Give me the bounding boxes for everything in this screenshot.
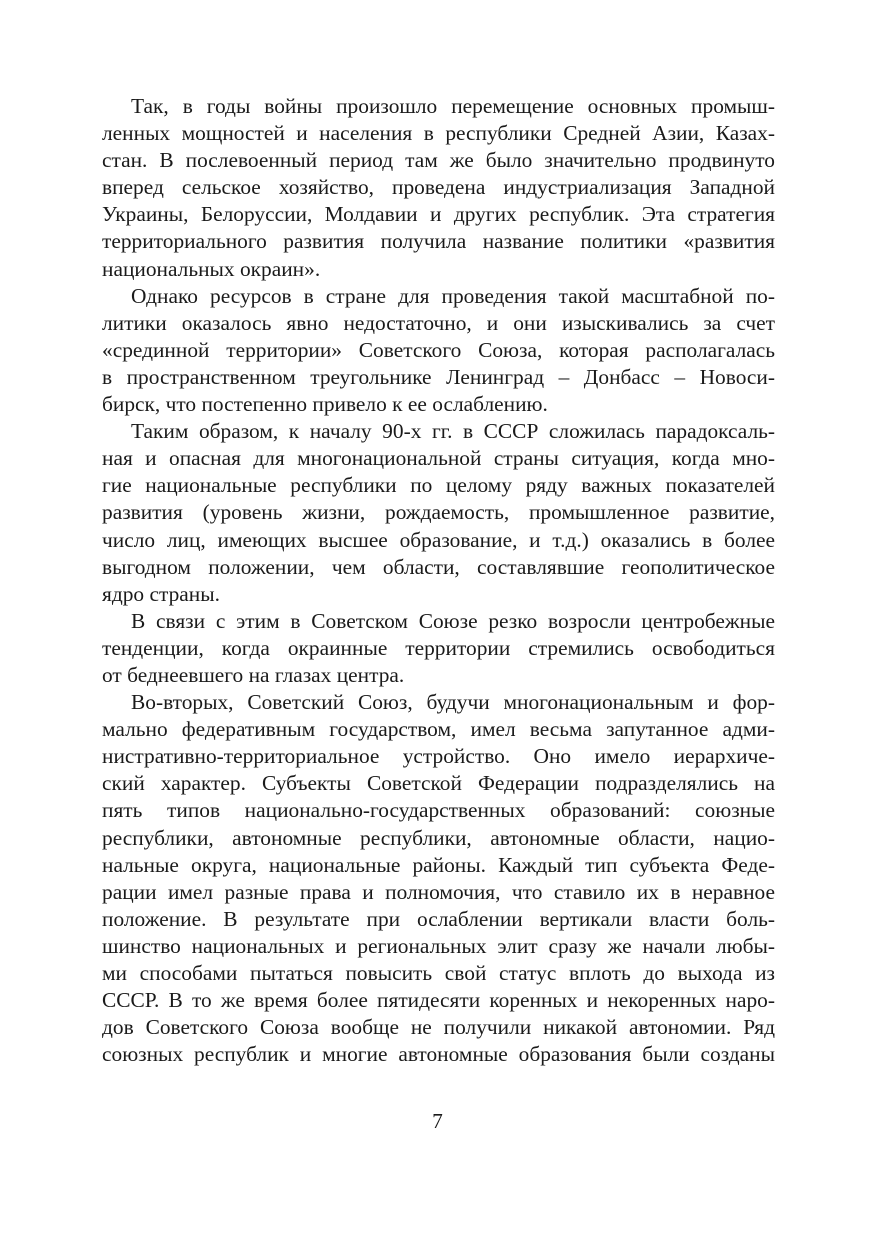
text-line: мально федеративным государством, имел весьма запутанное адми- — [102, 717, 775, 742]
text-line: положение. В результате при ослаблении вертикали власти боль- — [102, 906, 775, 931]
text-line: число лиц, имеющих высшее образование, и т.д.) оказались в более — [102, 527, 775, 552]
text-line: ная и опасная для многонациональной страны ситуация, когда мно- — [102, 446, 775, 471]
paragraph — [102, 283, 775, 418]
text-line: бирск, что постепенно привело к ее ослаблению. — [102, 392, 548, 417]
text-line: развития (уровень жизни, рождаемость, промышленное развитие, — [102, 500, 775, 525]
text-line: литики оказалось явно недостаточно, и они изыскивались за счет — [102, 310, 775, 335]
body-text — [102, 93, 775, 1068]
text-line: «срединной территории» Советского Союза, которая располагалась — [102, 337, 775, 362]
text-line: Украины, Белоруссии, Молдавии и других республик. Эта стратегия — [102, 202, 775, 227]
text-line: ми способами пытаться повысить свой статус вплоть до выхода из — [102, 961, 775, 985]
text-line: дов Советского Союза вообще не получили никакой автономии. Ряд — [102, 1015, 775, 1040]
text-line: нистративно-территориальное устройство. Оно имело иерархиче- — [102, 744, 775, 769]
paragraph — [102, 418, 775, 608]
text-line: Во-вторых, Советский Союз, будучи многонациональным и фор- — [131, 690, 775, 715]
text-line: ский характер. Субъекты Советской Федерации подразделялись на — [102, 771, 775, 796]
text-line: ленных мощностей и населения в республики Средней Азии, Казах- — [102, 121, 775, 146]
text-line: национальных окраин». — [102, 256, 321, 281]
text-line: тенденции, когда окраинные территории стремились освободиться — [102, 635, 775, 660]
text-line: от беднеевшего на глазах центра. — [102, 662, 405, 687]
text-line: выгодном положении, чем области, составлявшие геополитическое — [102, 554, 775, 579]
page-number: 7 — [432, 1109, 443, 1133]
text-line: Так, в годы войны произошло перемещение основных промыш- — [131, 94, 775, 118]
text-line: Таким образом, к началу 90-х гг. в СССР сложилась парадоксаль- — [131, 419, 775, 444]
text-line: стан. В послевоенный период там же было значительно продвинуто — [102, 148, 775, 173]
text-line: в пространственном треугольнике Ленинград – Донбасс – Новоси- — [102, 364, 775, 389]
text-line: ядро страны. — [102, 581, 220, 606]
text-line: В связи с этим в Советском Союзе резко возросли центробежные — [131, 608, 775, 633]
text-line: нальные округа, национальные районы. Каждый тип субъекта Феде- — [102, 852, 775, 877]
paragraph — [102, 608, 775, 689]
text-line: республики, автономные республики, автономные области, нацио- — [102, 825, 775, 850]
text-line: вперед сельское хозяйство, проведена индустриализация Западной — [102, 175, 775, 200]
text-line: СССР. В то же время более пятидесяти коренных и некоренных наро- — [102, 988, 775, 1013]
text-line: гие национальные республики по целому ряду важных показателей — [102, 473, 775, 498]
text-line: рации имел разные права и полномочия, что ставило их в неравное — [102, 879, 775, 904]
paragraph — [102, 93, 775, 283]
text-line: союзных республик и многие автономные образования были созданы — [102, 1042, 775, 1067]
paragraph — [102, 689, 775, 1068]
text-line: пять типов национально-государственных образований: союзные — [102, 798, 775, 823]
text-line: Однако ресурсов в стране для проведения такой масштабной по- — [131, 283, 775, 308]
text-line: территориального развития получила название политики «развития — [102, 229, 775, 254]
text-line: шинство национальных и региональных элит сразу же начали любы- — [102, 933, 775, 958]
